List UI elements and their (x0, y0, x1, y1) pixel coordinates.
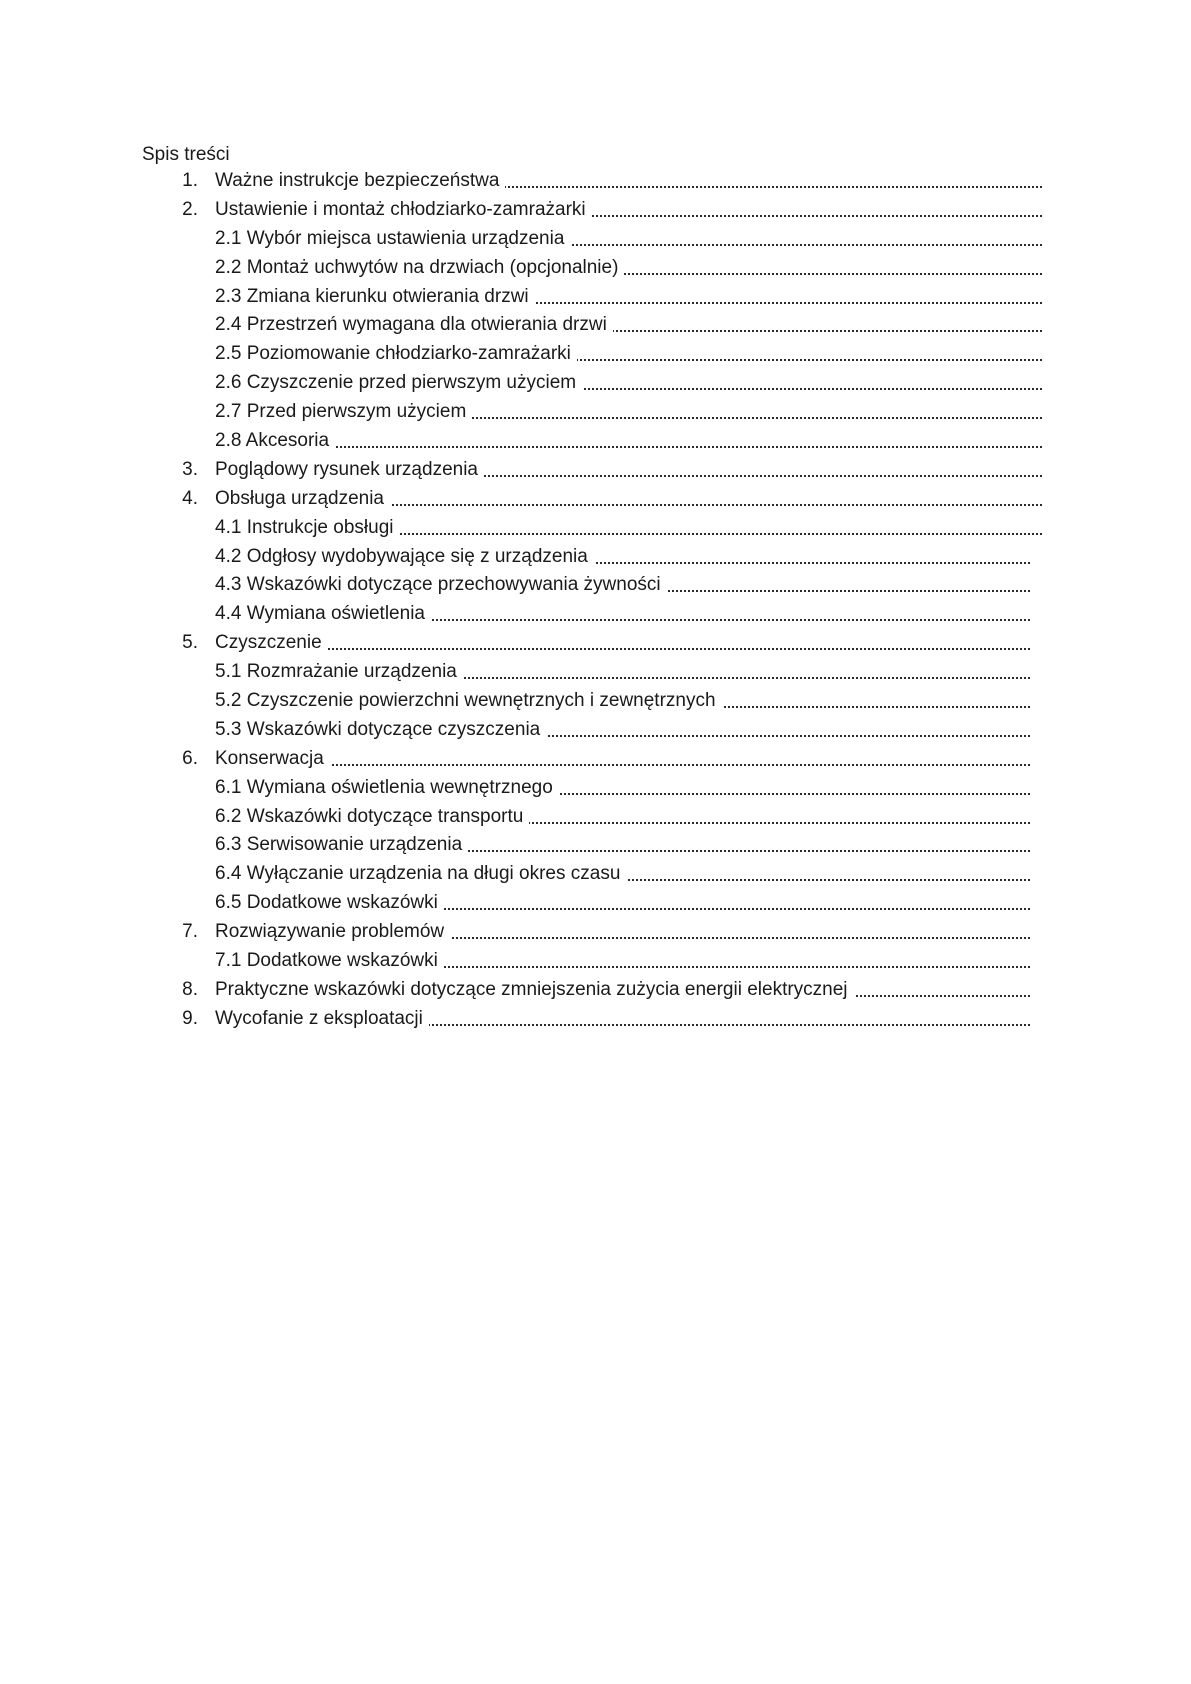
toc-entry-label: 2.8 Akcesoria (215, 427, 335, 456)
toc-entry-label: 5.2 Czyszczenie powierzchni wewnętrznych i zewnętrznych (215, 687, 722, 716)
toc-entry-label: Czyszczenie (215, 629, 328, 658)
toc-entry[interactable] (142, 745, 1042, 774)
toc-entry-label: 4.4 Wymiana oświetlenia (215, 600, 431, 629)
toc-entry[interactable] (142, 774, 1042, 803)
toc-entry[interactable] (142, 918, 1042, 947)
toc-entry[interactable] (142, 1005, 1042, 1034)
toc-entry-number: 3. (182, 458, 198, 480)
toc-entry-label: 2.2 Montaż uchwytów na drzwiach (opcjonalnie) (215, 254, 624, 283)
toc-entry[interactable] (142, 196, 1042, 225)
toc-entry-label: 6.3 Serwisowanie urządzenia (215, 831, 468, 860)
dot-leader (215, 648, 1030, 650)
toc-entry-number: 5. (182, 632, 198, 654)
toc-list (142, 167, 1042, 1034)
toc-entry[interactable] (142, 889, 1042, 918)
toc-entry-label: 2.5 Poziomowanie chłodziarko-zamrażarki (215, 340, 577, 369)
toc-entry[interactable] (142, 860, 1042, 889)
toc-entry[interactable] (142, 600, 1042, 629)
toc-entry[interactable] (142, 658, 1042, 687)
toc-entry-label: 5.1 Rozmrażanie urządzenia (215, 658, 463, 687)
toc-entry[interactable] (142, 514, 1042, 543)
toc-entry-label: 2.3 Zmiana kierunku otwierania drzwi (215, 283, 535, 312)
toc-entry[interactable] (142, 543, 1042, 572)
toc-entry-label: Poglądowy rysunek urządzenia (215, 456, 484, 485)
toc-entry-number: 2. (182, 198, 198, 220)
toc-entry[interactable] (142, 311, 1042, 340)
toc-entry-label: 6.5 Dodatkowe wskazówki (215, 889, 444, 918)
toc-entry[interactable] (142, 427, 1042, 456)
dot-leader (215, 764, 1030, 766)
toc-entry-label: 2.1 Wybór miejsca ustawienia urządzenia (215, 225, 570, 254)
toc-entry-label: Praktyczne wskazówki dotyczące zmniejszenia zużycia energii elektrycznej (215, 976, 854, 1005)
toc-entry-number: 4. (182, 487, 198, 509)
toc-entry[interactable] (142, 456, 1042, 485)
toc-entry-label: Wycofanie z eksploatacji (215, 1005, 429, 1034)
toc-entry-label: Rozwiązywanie problemów (215, 918, 450, 947)
toc-entry-label: Konserwacja (215, 745, 330, 774)
toc-entry[interactable] (142, 947, 1042, 976)
toc-entry-label: 6.4 Wyłączanie urządzenia na długi okres czasu (215, 860, 626, 889)
toc-entry[interactable] (142, 369, 1042, 398)
toc-entry[interactable] (142, 167, 1042, 196)
toc-entry-label: Ustawienie i montaż chłodziarko-zamrażarki (215, 196, 592, 225)
toc-entry-number: 9. (182, 1007, 198, 1029)
toc-entry[interactable] (142, 687, 1042, 716)
toc-entry-label: 4.2 Odgłosy wydobywające się z urządzenia (215, 543, 594, 572)
toc-entry-label: 6.2 Wskazówki dotyczące transportu (215, 803, 529, 832)
toc-entry[interactable] (142, 976, 1042, 1005)
toc-entry-label: 7.1 Dodatkowe wskazówki (215, 947, 444, 976)
toc-entry-label: 2.7 Przed pierwszym użyciem (215, 398, 472, 427)
toc-entry[interactable] (142, 398, 1042, 427)
table-of-contents (142, 143, 1042, 1034)
toc-entry-label: 4.3 Wskazówki dotyczące przechowywania żywności (215, 571, 667, 600)
toc-entry[interactable] (142, 254, 1042, 283)
toc-entry-label: 6.1 Wymiana oświetlenia wewnętrznego (215, 774, 559, 803)
toc-entry-label: 4.1 Instrukcje obsługi (215, 514, 400, 543)
toc-entry-label: 2.4 Przestrzeń wymagana dla otwierania drzwi (215, 311, 613, 340)
toc-entry-number: 1. (182, 170, 198, 191)
toc-title: Spis treści (142, 144, 230, 165)
toc-entry[interactable] (142, 803, 1042, 832)
toc-entry[interactable] (142, 225, 1042, 254)
toc-entry[interactable] (142, 716, 1042, 745)
toc-entry[interactable] (142, 485, 1042, 514)
toc-entry[interactable] (142, 571, 1042, 600)
toc-entry-label: Ważne instrukcje bezpieczeństwa (215, 167, 505, 196)
toc-entry[interactable] (142, 283, 1042, 312)
toc-entry-number: 8. (182, 978, 198, 1000)
toc-entry-number: 7. (182, 921, 198, 943)
toc-entry[interactable] (142, 340, 1042, 369)
toc-entry[interactable] (142, 629, 1042, 658)
toc-entry-number: 6. (182, 747, 198, 769)
toc-entry-label: 2.6 Czyszczenie przed pierwszym użyciem (215, 369, 582, 398)
toc-entry-label: Obsługa urządzenia (215, 485, 390, 514)
toc-entry-label: 5.3 Wskazówki dotyczące czyszczenia (215, 716, 546, 745)
dot-leader (215, 446, 1042, 448)
toc-entry[interactable] (142, 831, 1042, 860)
